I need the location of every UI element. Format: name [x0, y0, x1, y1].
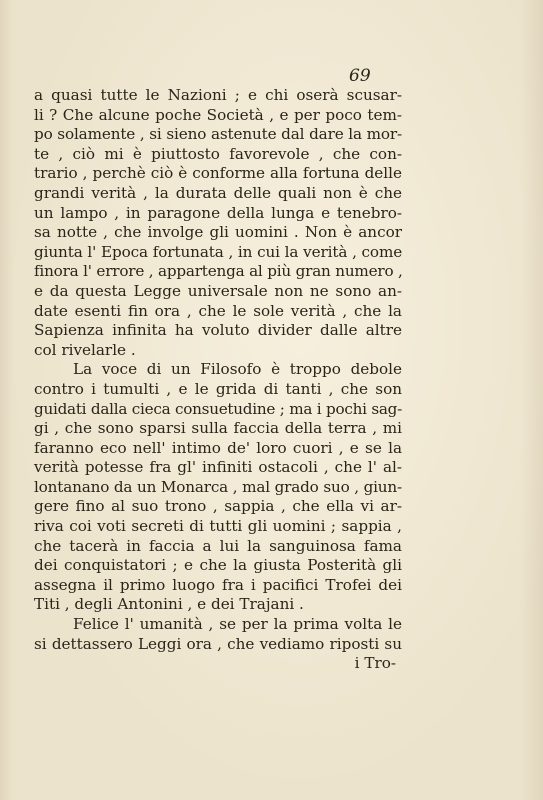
text-line: dei conquistatori ; e che la giusta Posterità gli	[34, 556, 402, 575]
text-line: po solamente , si sieno astenute dal dare la mor-	[34, 125, 402, 144]
text-line: assegna il primo luogo fra i pacifici Trofei dei	[34, 575, 402, 594]
text-line: gere fino al suo trono , sappia , che ella vi ar-	[34, 497, 402, 516]
body-text	[34, 86, 402, 674]
paragraph-start-line: La voce di un Filosofo è troppo debole	[73, 360, 402, 379]
text-line: riva coi voti secreti di tutti gli uomini ; sappia ,	[34, 517, 402, 536]
text-line: giunta l' Epoca fortunata , in cui la verità , come	[34, 242, 403, 261]
text-line: guidati dalla cieca consuetudine ; ma i pochi sag-	[34, 399, 402, 418]
text-line: si dettassero Leggi ora , che vediamo riposti su	[34, 634, 402, 653]
text-line: grandi verità , la durata delle quali non è che	[34, 183, 402, 202]
text-line: date esenti fin ora , che le sole verità , che la	[34, 301, 402, 320]
paragraph-end-line: col rivelarle .	[34, 340, 136, 359]
text-line: lontanano da un Monarca , mal grado suo , giun-	[34, 477, 402, 496]
text-line: un lampo , in paragone della lunga e tenebro-	[34, 203, 402, 222]
text-line: Sapienza infinita ha voluto divider dalle altre	[34, 321, 402, 340]
text-line: contro i tumulti , e le grida di tanti , che son	[34, 379, 402, 398]
text-line: te , ciò mi è piuttosto favorevole , che con-	[34, 144, 402, 163]
text-line: e da questa Legge universale non ne sono an-	[34, 281, 402, 300]
text-line: sa notte , che involge gli uomini . Non è ancor	[34, 223, 402, 242]
text-line: verità potesse fra gl' infiniti ostacoli , che l' al-	[34, 458, 402, 477]
text-line: gi , che sono sparsi sulla faccia della terra , mi	[34, 419, 402, 438]
text-line: finora l' errore , appartenga al più gran numero ,	[34, 262, 403, 281]
catchword: i Tro-	[354, 654, 396, 673]
paragraph-end-line: Titi , degli Antonini , e dei Trajani .	[34, 595, 304, 614]
paragraph-start-line: Felice l' umanità , se per la prima volta le	[73, 615, 402, 634]
text-line: li ? Che alcune poche Società , e per poco tem-	[34, 105, 402, 124]
page-number: 69	[349, 66, 371, 86]
text-line: a quasi tutte le Nazioni ; e chi oserà scusar-	[34, 86, 402, 104]
text-line: trario , perchè ciò è conforme alla fortuna delle	[34, 164, 402, 183]
text-line: faranno eco nell' intimo de' loro cuori , e se la	[34, 438, 402, 457]
text-line: che tacerà in faccia a lui la sanguinosa fama	[34, 536, 402, 555]
